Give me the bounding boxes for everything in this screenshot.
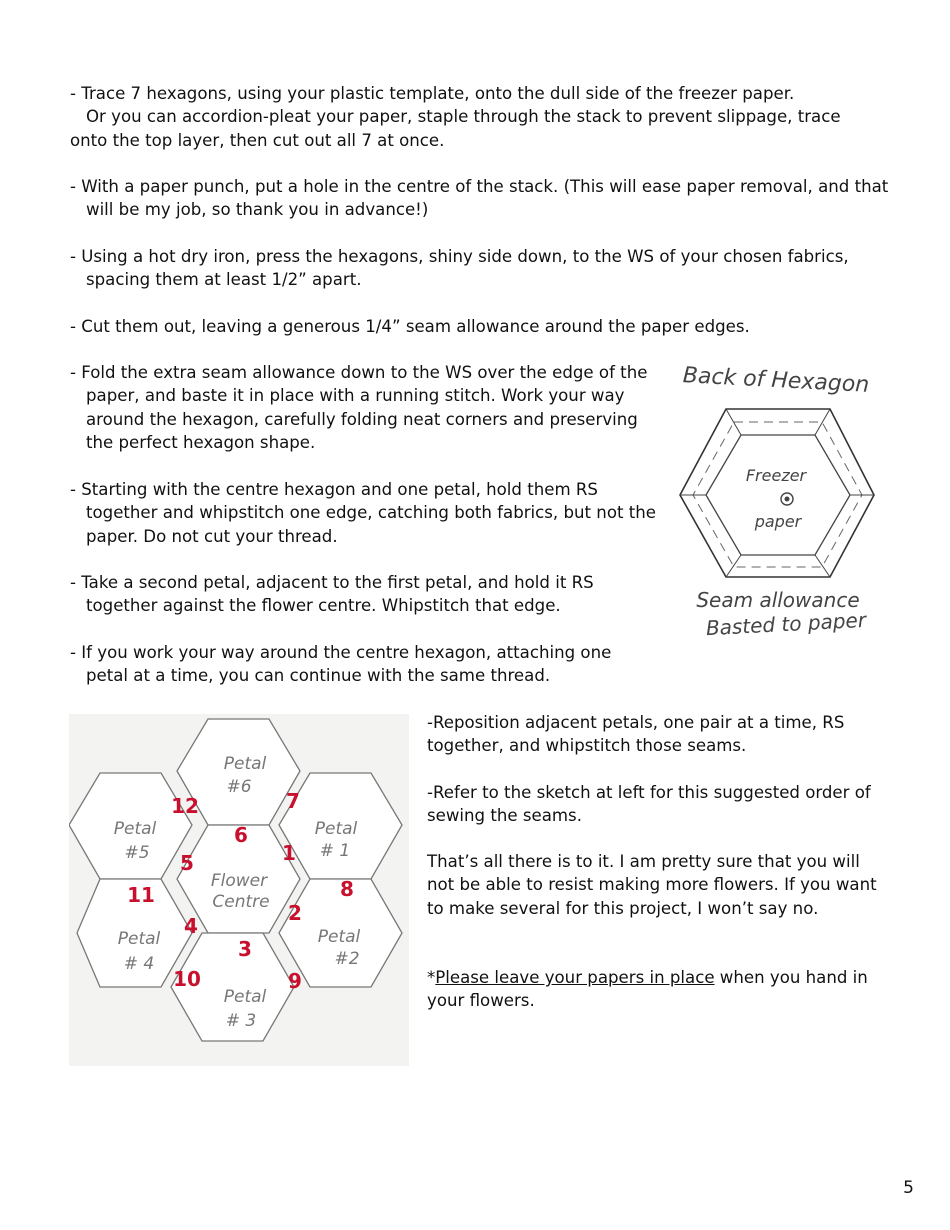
instruction-paper-punch: - With a paper punch, put a hole in the centre of the stack. (This will ease paper removal, and that will be my job, so thank you in advance!)	[70, 177, 889, 220]
petal-6-number: #6	[226, 777, 252, 797]
instruction-whipstitch-first: - Starting with the centre hexagon and one petal, hold them RS together and whipstitch one edge, catching both fabrics, but not the paper. Do not cut your thread.	[70, 480, 656, 546]
note-asterisk: *	[427, 968, 436, 988]
seam-number: 7	[286, 789, 300, 813]
petal-1-number: # 1	[319, 841, 351, 861]
sketch-caption-line2: Basted to paper	[705, 607, 867, 641]
step1-line1: - Trace 7 hexagons, using your plastic template, onto the dull side of the freezer paper.	[70, 84, 795, 103]
petal-3-number: # 3	[225, 1011, 257, 1031]
instruction-cut-out: - Cut them out, leaving a generous 1/4” seam allowance around the paper edges.	[70, 317, 750, 336]
note-emphasis: Please leave your papers in place	[435, 968, 715, 988]
sketch-center-line1: Freezer	[745, 466, 807, 485]
instruction-trace-hexagons	[70, 82, 880, 152]
seam-number: 4	[184, 914, 198, 938]
page-number: 5	[903, 1178, 914, 1198]
closing-paragraph: That’s all there is to it. I am pretty sure that you will not be able to resist making more flowers. If you want to make several for this project, I won’t say no.	[427, 852, 877, 918]
seam-number: 9	[288, 969, 302, 993]
papers-note	[427, 966, 882, 1013]
step1-line3: onto the top layer, then cut out all 7 at once.	[70, 130, 445, 150]
seam-number: 1	[282, 841, 296, 865]
instruction-press-hexagons: - Using a hot dry iron, press the hexagons, shiny side down, to the WS of your chosen fabrics, spacing them at least 1/2” apart.	[70, 247, 849, 290]
petal-4-number: # 4	[123, 954, 155, 974]
flower-centre-label: Flower	[210, 871, 268, 891]
petal-1-label: Petal	[314, 819, 358, 839]
sketch-center-line2: paper	[754, 512, 802, 531]
hexagon-back-sketch	[668, 355, 888, 655]
seam-number: 6	[234, 823, 248, 847]
sketch-caption-line1: Seam allowance	[696, 588, 860, 612]
seam-number: 5	[180, 851, 194, 875]
petal-5-number: #5	[124, 843, 150, 863]
seam-number: 2	[288, 901, 302, 925]
reposition-paragraph: -Reposition adjacent petals, one pair at a time, RS together, and whipstitch those seams.	[427, 713, 845, 756]
seam-number: 3	[238, 937, 252, 961]
petal-4-label: Petal	[117, 929, 161, 949]
note-rest: when you hand in your flowers.	[427, 968, 868, 1011]
instruction-continue-thread: - If you work your way around the centre hexagon, attaching one petal at a time, you can continue with the same thread.	[70, 643, 612, 686]
petal-2-number: #2	[334, 949, 360, 969]
seam-number: 11	[127, 883, 155, 907]
petal-3-label: Petal	[223, 987, 267, 1007]
instruction-fold-baste: - Fold the extra seam allowance down to the WS over the edge of the paper, and baste it in place with a running stitch. Work your way around the hexagon, carefully folding neat corners and preserving the perfect hexagon shape.	[70, 363, 648, 452]
sketch-title: Back of Hexagon	[682, 363, 870, 398]
refer-sketch-paragraph: -Refer to the sketch at left for this suggested order of sewing the seams.	[427, 782, 871, 825]
petal-6-label: Petal	[223, 754, 267, 774]
seam-number: 10	[173, 967, 201, 991]
instruction-second-petal: - Take a second petal, adjacent to the first petal, and hold it RS together against the flower centre. Whipstitch that edge.	[70, 573, 594, 616]
right-column-text	[427, 711, 882, 1013]
petal-2-label: Petal	[317, 927, 361, 947]
petal-5-label: Petal	[113, 819, 157, 839]
seam-number: 12	[171, 794, 199, 818]
flower-centre-label-2: Centre	[212, 892, 270, 912]
step1-line2: Or you can accordion-pleat your paper, staple through the stack to prevent slippage, trace	[86, 107, 841, 127]
seam-number: 8	[340, 877, 354, 901]
flower-sketch	[69, 714, 409, 1066]
